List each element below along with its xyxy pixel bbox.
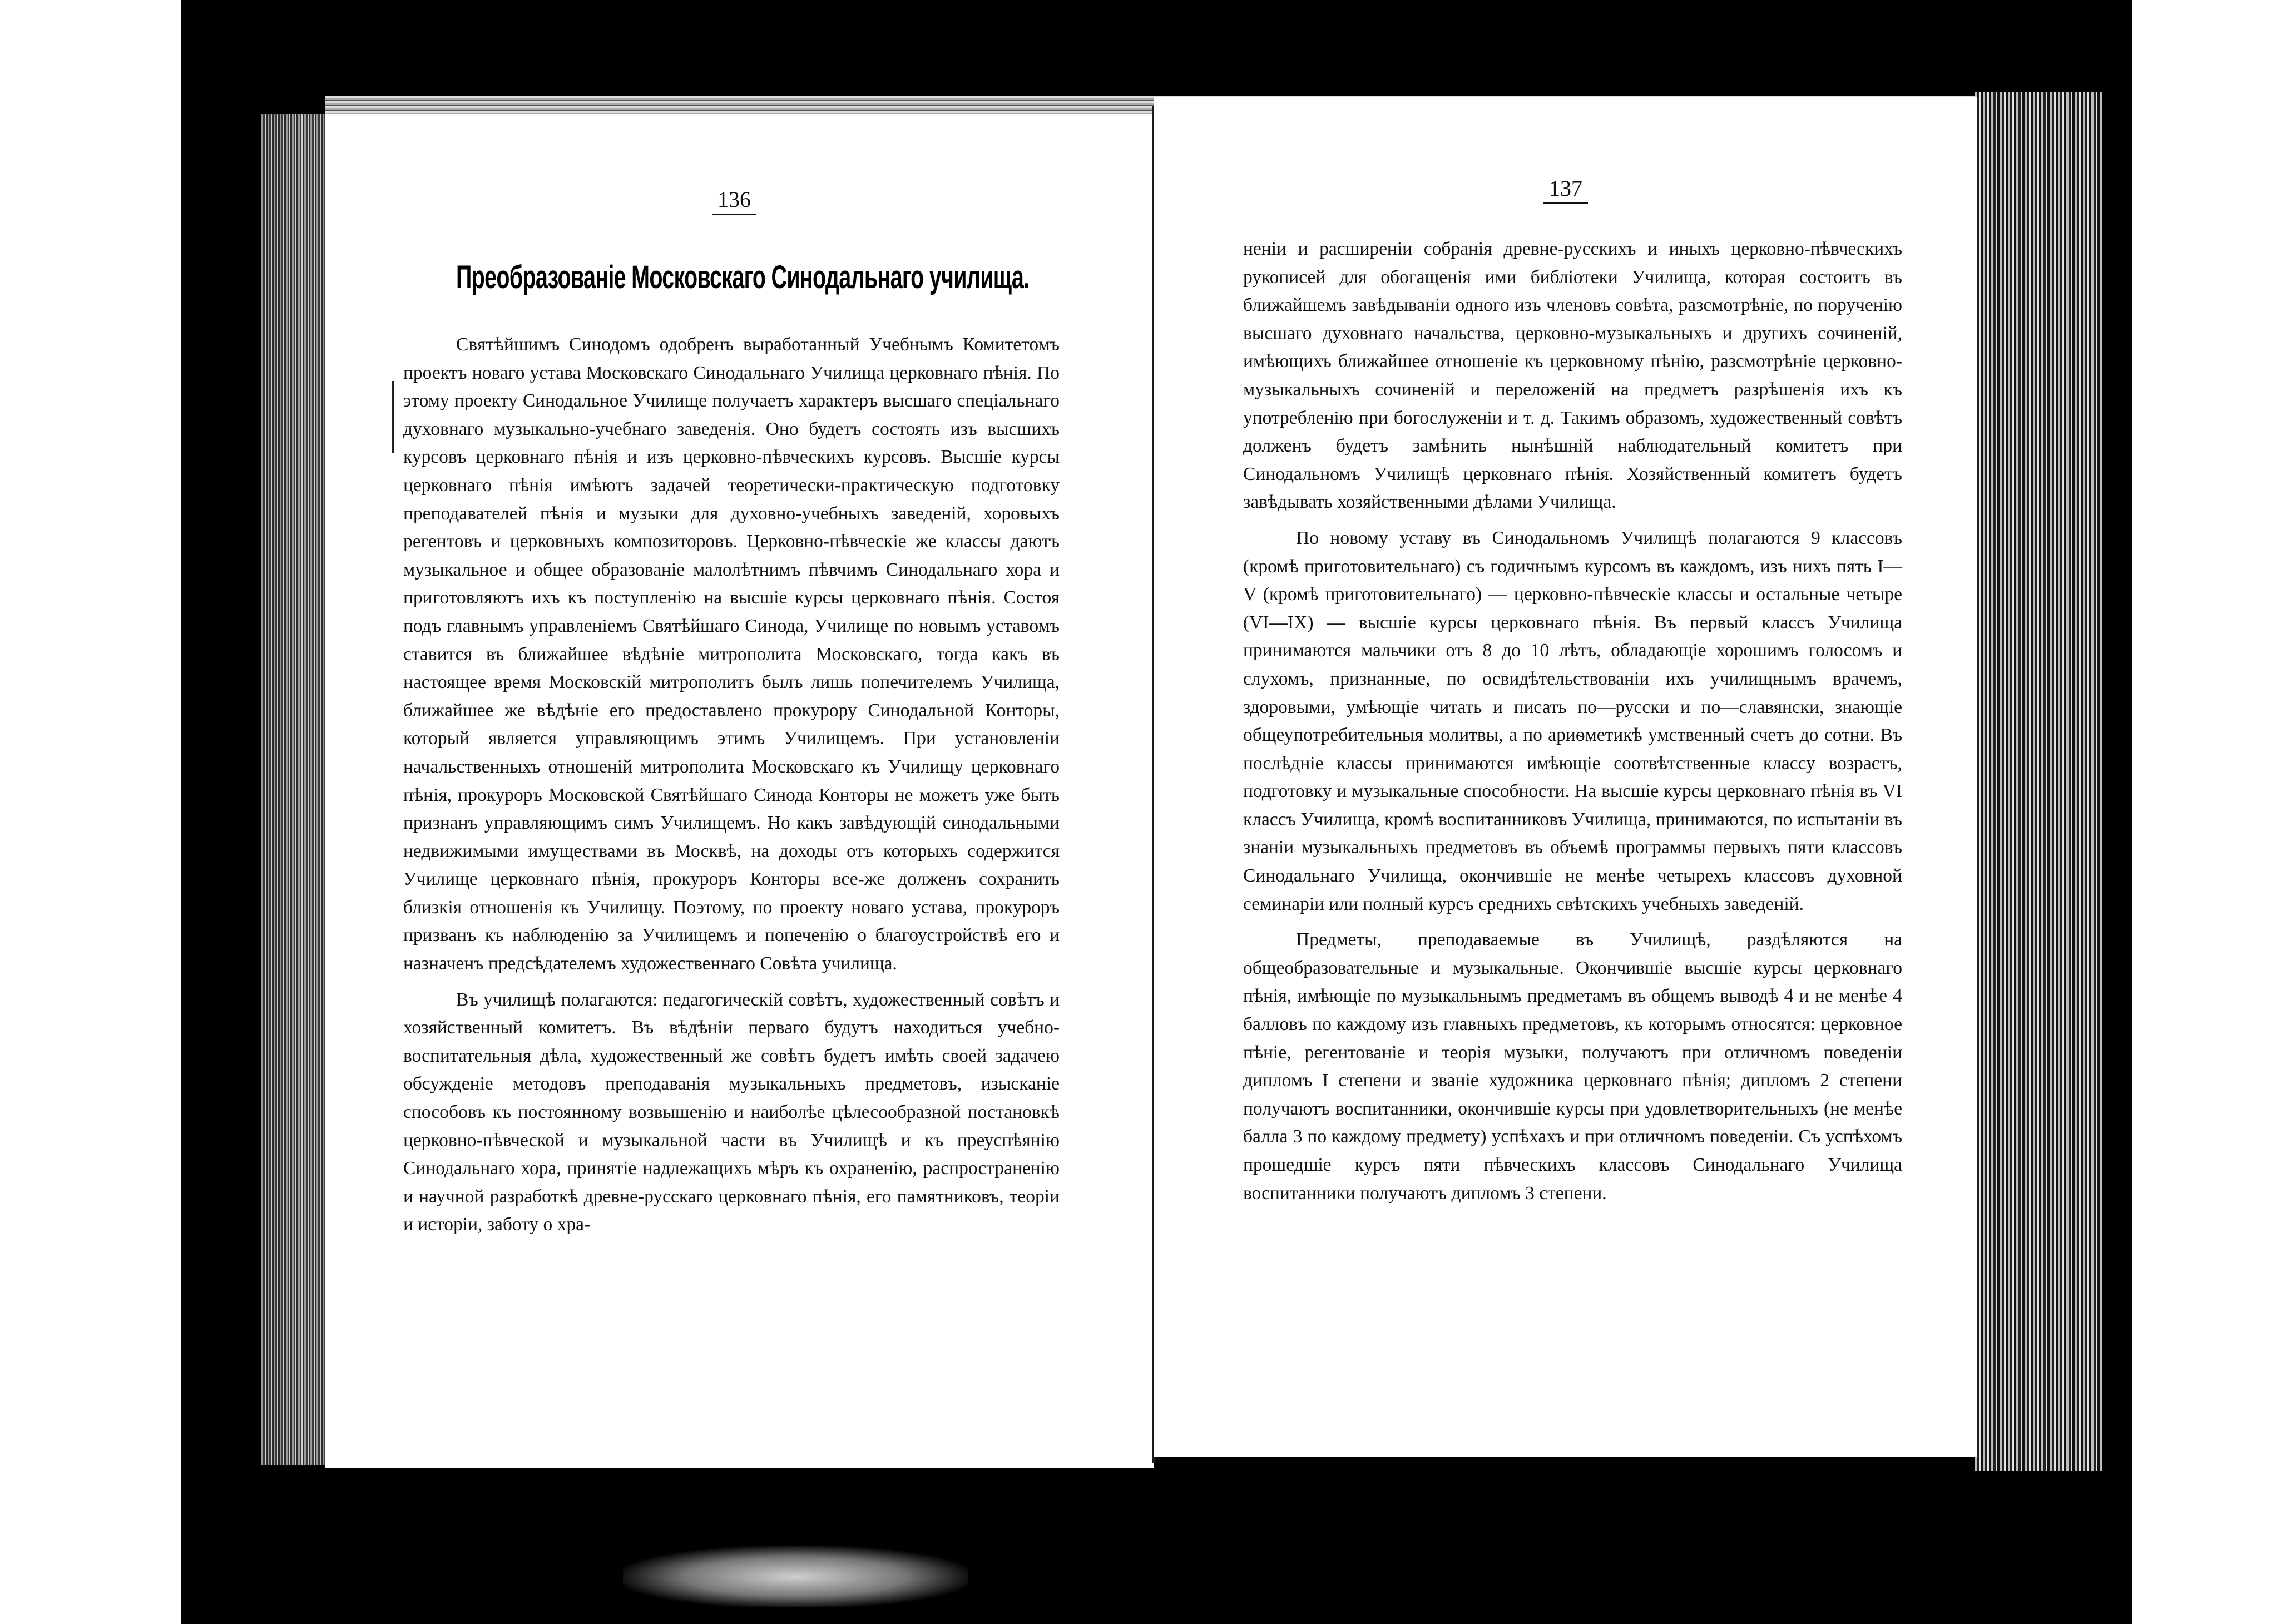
paragraph: Святѣйшимъ Синодомъ одобренъ выработанный Учебнымъ Комитетомъ проектъ новаго устава Московскаго Синодальнаго Училища церковнаго пѣнія. По этому проекту Синодальное Училище получаетъ характеръ высшаго спеціальнаго духовнаго музыкально-учебнаго заведенія. Оно будетъ состоять изъ высшихъ курсовъ церковнаго пѣнія и изъ церковно-пѣвческихъ курсовъ. Высшіе курсы церковнаго пѣнія имѣютъ задачей теоретически-практическую подготовку преподавателей пѣнія и музыки для духовно-учебныхъ заведеній, хоровыхъ регентовъ и церковныхъ композиторовъ. Церковно-пѣвческіе же классы даютъ музыкальное и общее образованіе малолѣтнимъ пѣвчимъ Синодальнаго хора и приготовляютъ ихъ къ поступленію на высшіе курсы церковнаго пѣнія. Состоя подъ главнымъ управленіемъ Святѣйшаго Синода, Училище по новымъ уставомъ ставится въ ближайшее вѣдѣніе митрополита Московскаго, тогда какъ въ настоящее время Московскій митрополитъ былъ лишь попечителемъ Училища, ближайшее же вѣдѣніе его предоставлено прокурору Синодальной Конторы, который является управляющимъ этимъ Училищемъ. При установленіи начальственныхъ отношеній митрополита Московскаго къ Училищу церковнаго пѣнія, прокуроръ Московской Святѣйшаго Синода Конторы не можетъ уже быть признанъ управляющимъ симъ Училищемъ. Но какъ завѣдующій синодальными недвижимыми имуществами въ Москвѣ, на доходы отъ которыхъ содержится Училище церковнаго пѣнія, прокуроръ Конторы все-же долженъ сохранить близкія отношенія къ Училищу. Поэтому, по проекту новаго устава, прокуроръ призванъ къ наблюденію за Училищемъ и попеченію о благоустройствѣ его и назначенъ предсѣдателемъ художественнаго Совѣта училища. [403,334,1060,974]
paragraph: По новому уставу въ Синодальномъ Училищѣ полагаются 9 классовъ (кромѣ приготовительнаго) съ годичнымъ курсомъ въ каждомъ, изъ нихъ пять I—V (кромѣ приготовительнаго) — церковно-пѣвческіе классы и остальные четыре (VI—IX) — высшіе курсы церковнаго пѣнія. Въ первый классъ Училища принимаются мальчики отъ 8 до 10 лѣтъ, обладающіе хорошимъ голосомъ и слухомъ, признанные, по освидѣтельствованіи ихъ училищнымъ врачемъ, здоровыми, умѣющіе читать и писать по—русски и по—славянски, знающіе общеупотребительныя молитвы, а по ариѳметикѣ умственный счетъ до сотни. Въ послѣдніе классы принимаются имѣющіе соотвѣтственные классу возрастъ, подготовку и музыкальные способности. На высшіе курсы церковнаго пѣнія въ VI классъ Училища, кромѣ воспитанниковъ Училища, принимаются, по испытаніи въ знаніи музыкальныхъ предметовъ въ объемѣ программы первыхъ пяти классовъ Синодальнаго Училища, окончившіе не менѣе четырехъ классовъ духовной семинаріи или полный курсъ среднихъ свѣтскихъ учебныхъ заведеній. [1243,527,1902,914]
binding-shadow [623,1546,968,1607]
right-page-text [1243,235,1902,1207]
left-page [325,114,1154,1468]
paragraph: неніи и расширеніи собранія древне-русскихъ и иныхъ церковно-пѣвческихъ рукописей для обогащенія ими библіотеки Училища, которая состоитъ въ ближайшемъ завѣдываніи одного изъ членовъ совѣта, разсмотрѣніе, по порученію высшаго духовнаго начальства, церковно-музыкальныхъ и другихъ сочиненій, имѣющихъ ближайшее отношеніе къ церковному пѣнію, разсмотрѣніе церковно-музыкальныхъ сочиненій и переложеній на предметъ разрѣшенія ихъ къ употребленію при богослуженіи и т. д. Такимъ образомъ, художественный совѣтъ долженъ будетъ замѣнить нынѣшній наблюдательный комитетъ при Синодальномъ Училищѣ церковнаго пѣнія. Хозяйственный комитетъ будетъ завѣдывать хозяйственными дѣлами Училища. [1243,239,1902,513]
page-number-left: 136 [712,186,756,215]
paragraph: Въ училищѣ полагаются: педагогическій совѣтъ, художественный совѣтъ и хозяйственный комитетъ. Въ вѣдѣніи перваго будутъ находиться учебно-воспитательныя дѣла, художественный же совѣтъ будетъ имѣть своей задачею обсужденіе методовъ преподаванія музыкальныхъ предметовъ, изысканіе способовъ къ постоянному возвышенію и наиболѣе цѣлесообразной постановкѣ церковно-пѣвческой и музыкальной части въ Училищѣ и къ преуспѣянію Синодальнаго хора, принятіе надлежащихъ мѣръ къ охраненію, распространенію и научной разработкѣ древне-русскаго церковнаго пѣнія, его памятниковъ, теоріи и исторіи, заботу о хра- [403,989,1060,1235]
left-page-text [403,331,1060,1239]
article-heading: Преобразованіе Московскаго Синодальнаго училища. [456,259,1030,295]
right-page [1154,97,1977,1457]
page-number-right: 137 [1543,175,1588,204]
page-edge-left [261,114,325,1465]
paragraph: Предметы, преподаваемые въ Училищѣ, раздѣляются на общеобразовательные и музыкальные. Окончившіе высшіе курсы церковнаго пѣнія, имѣющіе по музыкальнымъ предметамъ въ общемъ выводѣ 4 и не менѣе 4 балловъ по каждому изъ главныхъ предметовъ, къ которымъ относятся: церковное пѣніе, регентованіе и теорія музыки, получаютъ при отличномъ поведеніи дипломъ I степени и званіе художника церковнаго пѣнія; дипломъ 2 степени получаютъ воспитанники, окончившіе курсы при удовлетворительныхъ (не менѣе балла 3 по каждому предмету) успѣхахъ и при отличномъ поведеніи. Съ успѣхомъ прошедшіе курсъ пяти пѣвческихъ классовъ Синодальнаго Училища воспитанники получаютъ дипломъ 3 степени. [1243,929,1902,1204]
page-edge-right [1975,92,2102,1471]
margin-mark [392,381,394,453]
